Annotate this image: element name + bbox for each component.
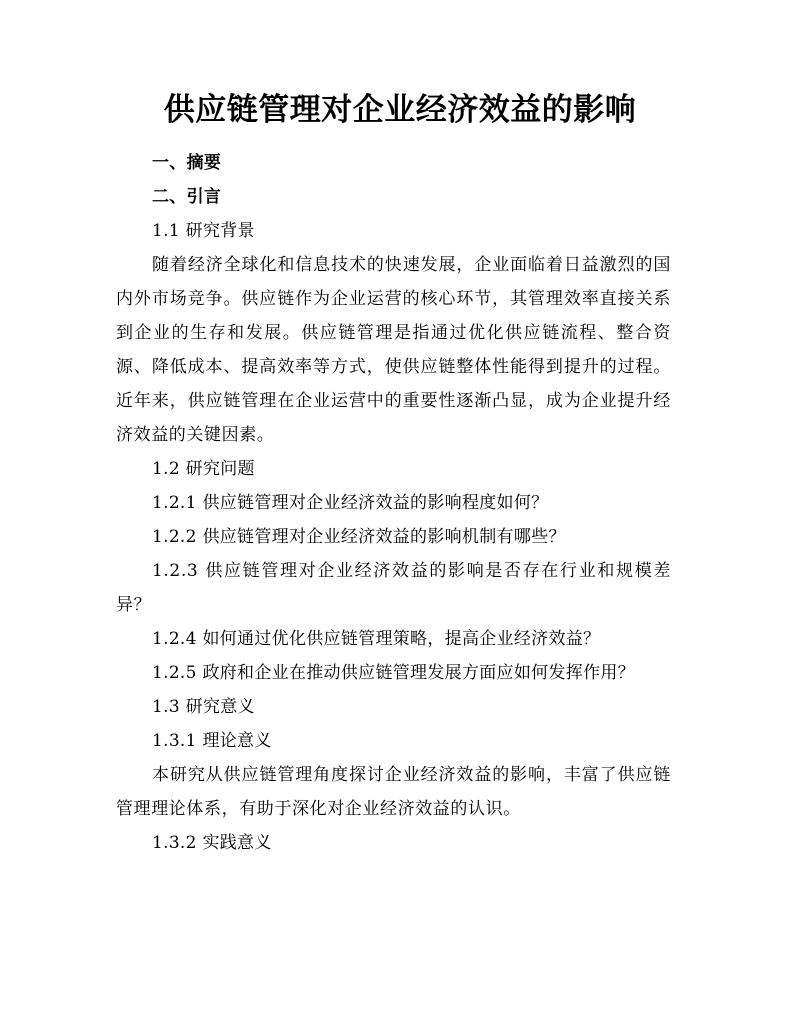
question-1-2-1: 1.2.1 供应链管理对企业经济效益的影响程度如何？ bbox=[152, 493, 549, 513]
theory-significance-paragraph: 本研究从供应链管理角度探讨企业经济效益的影响，丰富了供应链管理理论体系，有助于深化对企业经济效益的认识。 bbox=[116, 765, 671, 819]
subsection-1-3-heading: 1.3 研究意义 bbox=[152, 697, 255, 717]
document-body bbox=[116, 146, 671, 860]
question-1-2-4: 1.2.4 如何通过优化供应链管理策略，提高企业经济效益？ bbox=[152, 629, 601, 649]
subsection-1-3-1-heading: 1.3.1 理论意义 bbox=[152, 731, 272, 751]
section-abstract-heading: 一、摘要 bbox=[152, 153, 222, 173]
subsection-1-1-heading: 1.1 研究背景 bbox=[152, 221, 255, 241]
question-1-2-3: 1.2.3 供应链管理对企业经济效益的影响是否存在行业和规模差异？ bbox=[116, 561, 671, 615]
background-paragraph: 随着经济全球化和信息技术的快速发展，企业面临着日益激烈的国内外市场竞争。供应链作为企业运营的核心环节，其管理效率直接关系到企业的生存和发展。供应链管理是指通过优化供应链流程、整合资源、降低成本、提高效率等方式，使供应链整体性能得到提升的过程。近年来，供应链管理在企业运营中的重要性逐渐凸显，成为企业提升经济效益的关键因素。 bbox=[116, 255, 671, 445]
question-1-2-2: 1.2.2 供应链管理对企业经济效益的影响机制有哪些？ bbox=[152, 527, 566, 547]
question-1-2-5: 1.2.5 政府和企业在推动供应链管理发展方面应如何发挥作用？ bbox=[152, 663, 635, 683]
subsection-1-3-2-heading: 1.3.2 实践意义 bbox=[152, 833, 272, 853]
document-title: 供应链管理对企业经济效益的影响 bbox=[163, 92, 637, 128]
section-intro-heading: 二、引言 bbox=[152, 187, 222, 207]
subsection-1-2-heading: 1.2 研究问题 bbox=[152, 459, 255, 479]
